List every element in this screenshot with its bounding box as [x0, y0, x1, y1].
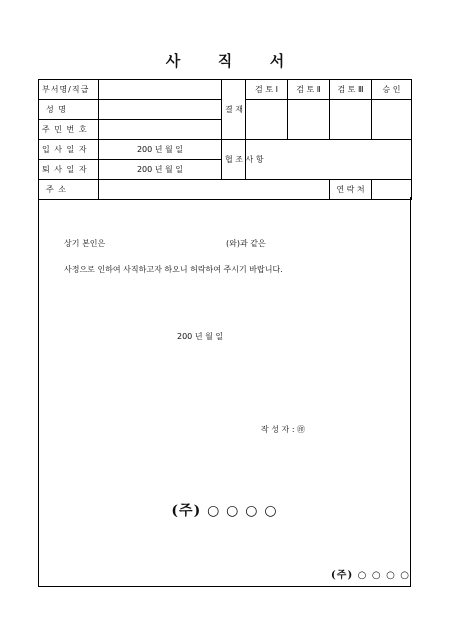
review2-sign-cell[interactable] [288, 100, 330, 140]
statement-line-2: 사정으로 인하여 사직하고자 하오니 허락하여 주시기 바랍니다. [64, 265, 283, 274]
statement-subject: 상기 본인은 [64, 239, 106, 248]
leave-date-field[interactable]: 200 년 월 일 [99, 160, 222, 180]
approve-header: 승 인 [372, 80, 412, 100]
statement-box [38, 197, 411, 587]
review2-header: 검 토 Ⅱ [288, 80, 330, 100]
approve-sign-cell[interactable] [372, 100, 412, 140]
name-field[interactable] [99, 100, 222, 120]
join-label: 입 사 일 자 [39, 140, 99, 160]
title-char: 서 [269, 52, 285, 70]
id-label: 주 민 번 호 [39, 120, 99, 140]
address-label-text: 주 소 [46, 185, 67, 194]
review1-sign-cell[interactable] [246, 100, 288, 140]
contact-label: 연 락 처 [330, 180, 372, 200]
statement-reason-suffix: (와)과 같은 [226, 239, 266, 248]
title-char: 직 [217, 52, 233, 70]
document-title [0, 50, 450, 71]
review3-header: 검 토 Ⅲ [330, 80, 372, 100]
title-char: 사 [165, 52, 181, 70]
coop-label-text: 협 조 사 항 [225, 155, 264, 164]
coop-label [222, 140, 264, 180]
statement-date: 200 년 월 일 [177, 332, 224, 341]
resignation-form-table [38, 79, 412, 200]
approval-label-text: 결 재 [225, 105, 243, 114]
coop-field[interactable] [246, 140, 412, 180]
name-label [39, 100, 99, 120]
id-field[interactable] [99, 120, 222, 140]
approval-label [222, 80, 246, 140]
author-signature: 작 성 자 : ㊞ [261, 425, 306, 434]
statement-line-1 [64, 238, 266, 249]
join-date-field[interactable]: 200 년 월 일 [99, 140, 222, 160]
company-name: (주) ○ ○ ○ ○ [171, 503, 278, 519]
dept-field[interactable] [99, 80, 222, 100]
name-label-text: 성 명 [46, 105, 67, 114]
dept-label: 부서명/직급 [39, 80, 99, 100]
leave-label: 퇴 사 일 자 [39, 160, 99, 180]
review3-sign-cell[interactable] [330, 100, 372, 140]
review1-header: 검 토 Ⅰ [246, 80, 288, 100]
footer-company: (주) ○ ○ ○ ○ [331, 570, 410, 581]
